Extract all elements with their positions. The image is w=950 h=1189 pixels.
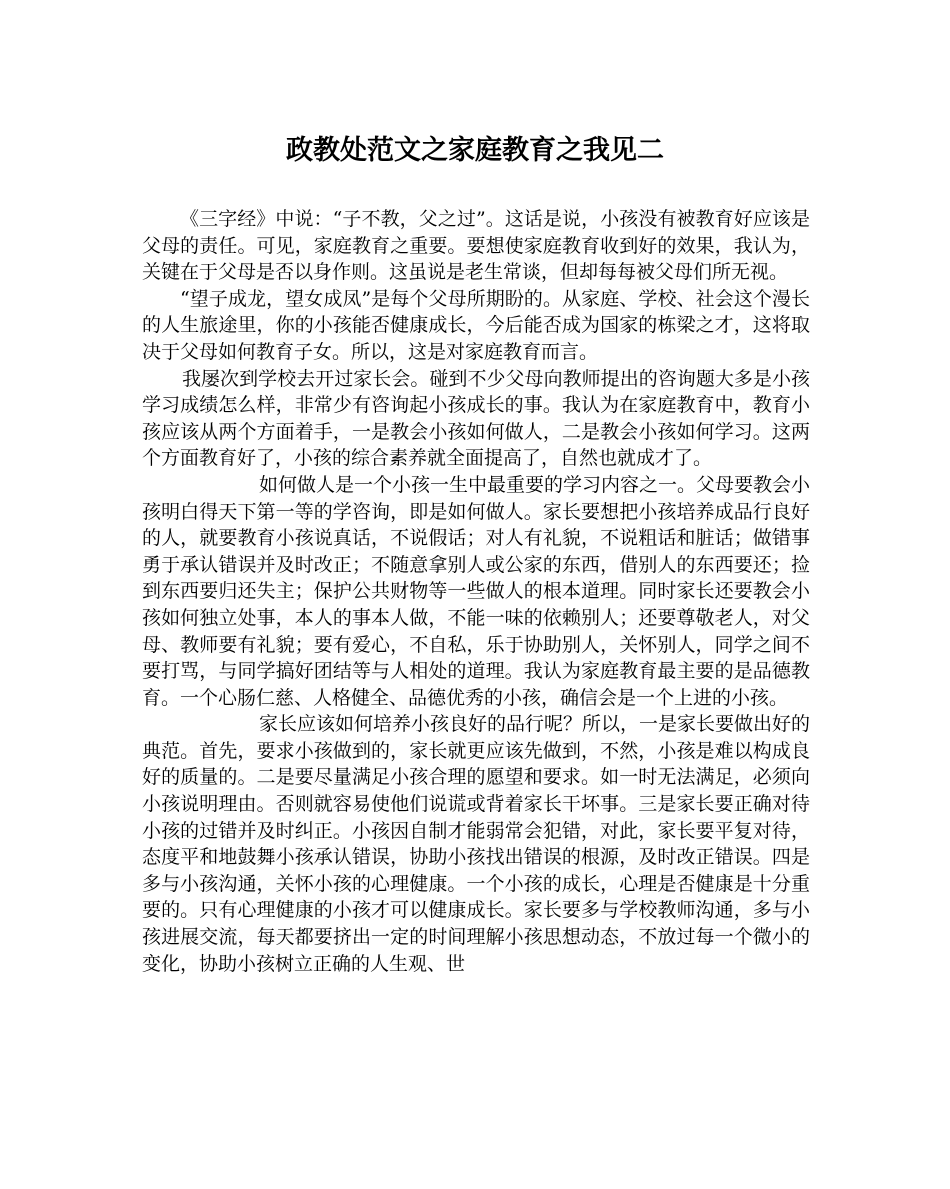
paragraph: 家长应该如何培养小孩良好的品行呢？所以，一是家长要做出好的典范。首先，要求小孩做到的，家长就更应该先做到，不然，小孩是难以构成良好的质量的。二是要尽量满足小孩合理的愿望和要求。如一时无法满足，必须向小孩说明理由。否则就容易使他们说谎或背着家长干坏事。三是家长要正确对待小孩的过错并及时纠正。小孩因自制才能弱常会犯错，对此，家长要平复对待，态度平和地鼓舞小孩承认错误，协助小孩找出错误的根源，及时改正错误。四是多与小孩沟通，关怀小孩的心理健康。一个小孩的成长，心理是否健康是十分重要的。只有心理健康的小孩才可以健康成长。家长要多与学校教师沟通，多与小孩进展交流，每天都要挤出一定的时间理解小孩思想动态，不放过每一个微小的变化，协助小孩树立正确的人生观、世 [142, 713, 811, 975]
document-body [142, 206, 810, 977]
paragraph: 我屡次到学校去开过家长会。碰到不少父母向教师提出的咨询题大多是小孩学习成绩怎么样，非常少有咨询起小孩成长的事。我认为在家庭教育中，教育小孩应该从两个方面着手，一是教会小孩如何做人，二是教会小孩如何学习。这两个方面教育好了，小孩的综合素养就全面提高了，自然也就成才了。 [142, 367, 810, 470]
paragraph: 如何做人是一个小孩一生中最重要的学习内容之一。父母要教会小孩明白得天下第一等的学咨询，即是如何做人。家长要想把小孩培养成品行良好的人，就要教育小孩说真话，不说假话；对人有礼貌，不说粗话和脏话；做错事勇于承认错误并及时改正；不随意拿别人或公家的东西，借别人的东西要还；捡到东西要归还失主；保护公共财物等一些做人的根本道理。同时家长还要教会小孩如何独立处事，本人的事本人做，不能一味的依赖别人；还要尊敬老人，对父母、教师要有礼貌；要有爱心，不自私，乐于协助别人，关怀别人，同学之间不要打骂，与同学搞好团结等与人相处的道理。我认为家庭教育最主要的是品德教育。一个心肠仁慈、人格健全、品德优秀的小孩，确信会是一个上进的小孩。 [142, 473, 811, 709]
paragraph: 《三字经》中说：“子不教，父之过”。这话是说，小孩没有被教育好应该是父母的责任。可见，家庭教育之重要。要想使家庭教育收到好的效果，我认为，关键在于父母是否以身作则。这虽说是老生常谈，但却每每被父母们所无视。 [142, 208, 810, 284]
document-title: 政教处范文之家庭教育之我见二 [286, 135, 664, 166]
paragraph: “望子成龙，望女成凤”是每个父母所期盼的。从家庭、学校、社会这个漫长的人生旅途里，你的小孩能否健康成长，今后能否成为国家的栋梁之才，这将取决于父母如何教育子女。所以，这是对家庭教育而言。 [142, 287, 810, 363]
